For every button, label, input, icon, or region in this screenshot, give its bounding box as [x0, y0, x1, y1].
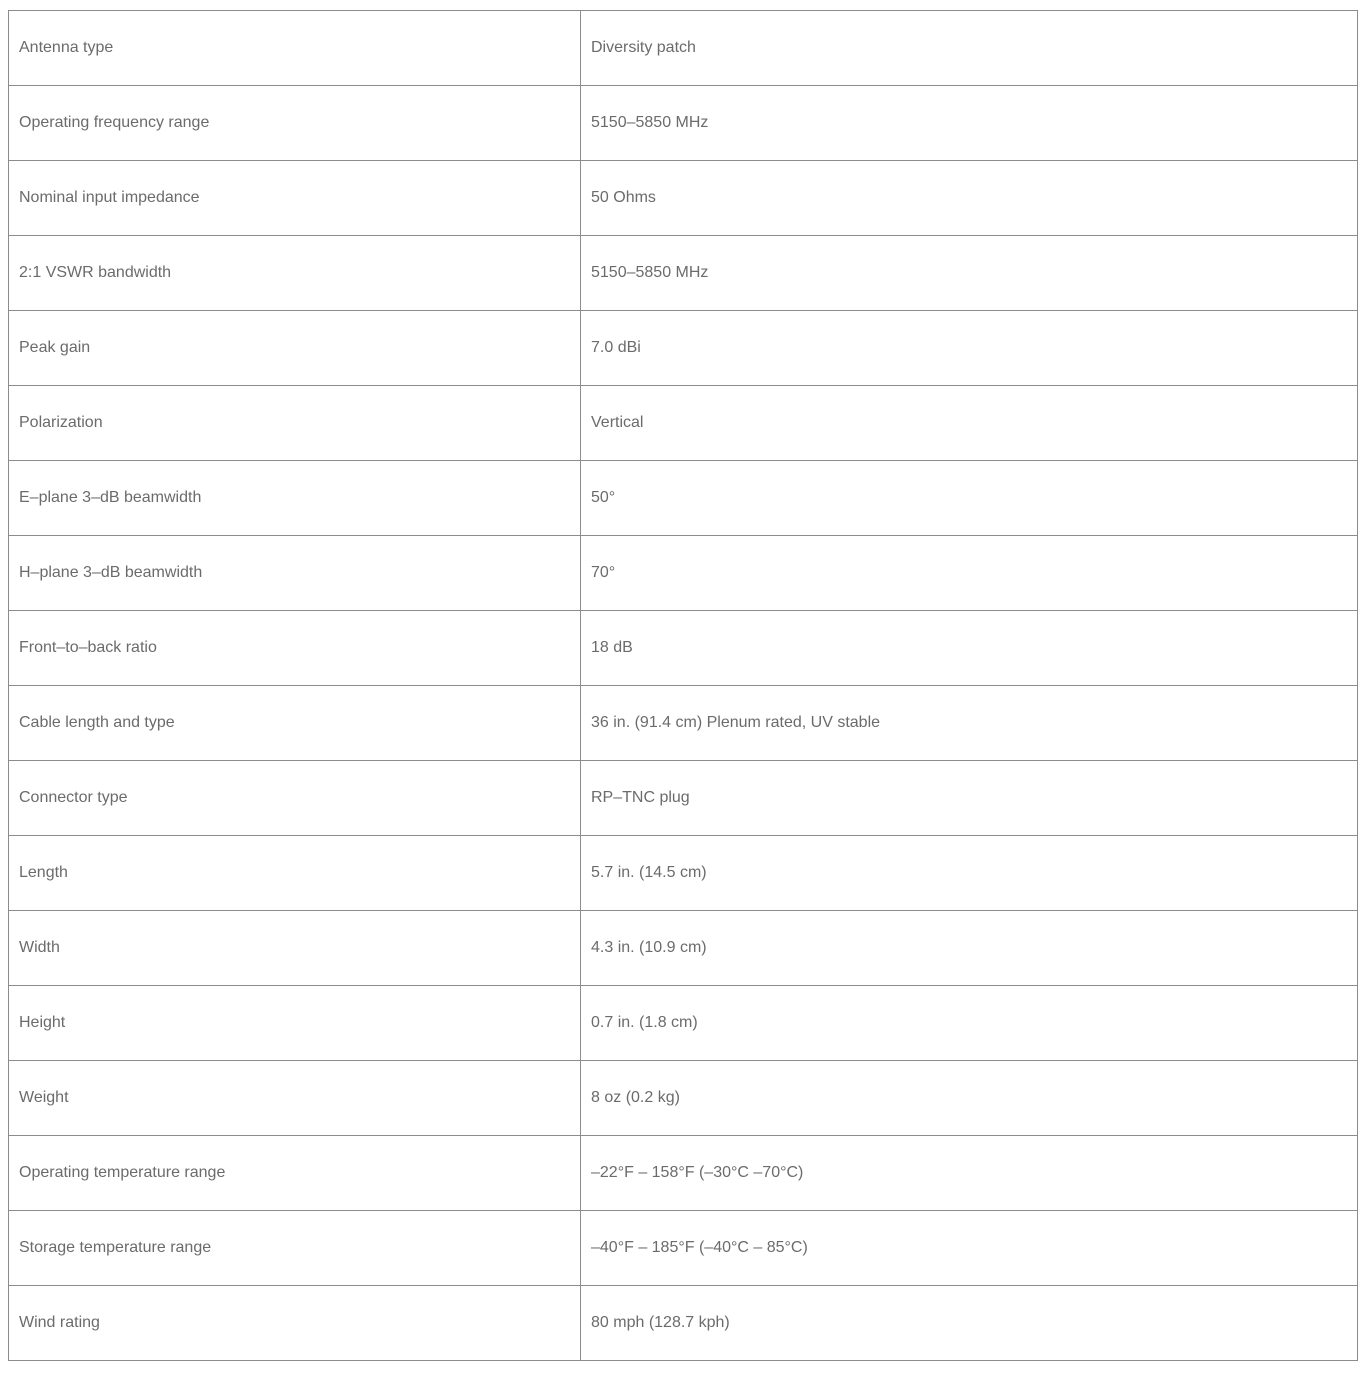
- spec-value: RP–TNC plug: [581, 761, 1358, 836]
- spec-label: Height: [9, 986, 581, 1061]
- table-row: [9, 1061, 1358, 1136]
- spec-label: Width: [9, 911, 581, 986]
- spec-label: Connector type: [9, 761, 581, 836]
- spec-value: 5150–5850 MHz: [581, 86, 1358, 161]
- spec-value: 8 oz (0.2 kg): [581, 1061, 1358, 1136]
- spec-value: 50°: [581, 461, 1358, 536]
- spec-value: 80 mph (128.7 kph): [581, 1286, 1358, 1361]
- table-row: [9, 236, 1358, 311]
- table-row: [9, 1136, 1358, 1211]
- spec-label: Peak gain: [9, 311, 581, 386]
- spec-value: 4.3 in. (10.9 cm): [581, 911, 1358, 986]
- table-row: [9, 911, 1358, 986]
- table-row: [9, 686, 1358, 761]
- spec-label: Operating temperature range: [9, 1136, 581, 1211]
- spec-label: Polarization: [9, 386, 581, 461]
- table-row: [9, 761, 1358, 836]
- table-row: [9, 461, 1358, 536]
- spec-value: 50 Ohms: [581, 161, 1358, 236]
- spec-label: H–plane 3–dB beamwidth: [9, 536, 581, 611]
- spec-value: –40°F – 185°F (–40°C – 85°C): [581, 1211, 1358, 1286]
- table-row: [9, 386, 1358, 461]
- spec-value: Diversity patch: [581, 11, 1358, 86]
- table-row: [9, 11, 1358, 86]
- spec-label: Length: [9, 836, 581, 911]
- spec-label: Front–to–back ratio: [9, 611, 581, 686]
- spec-label: 2:1 VSWR bandwidth: [9, 236, 581, 311]
- table-row: [9, 161, 1358, 236]
- spec-label: Weight: [9, 1061, 581, 1136]
- spec-label: Wind rating: [9, 1286, 581, 1361]
- table-row: [9, 611, 1358, 686]
- spec-label: Operating frequency range: [9, 86, 581, 161]
- table-row: [9, 86, 1358, 161]
- spec-value: 70°: [581, 536, 1358, 611]
- spec-label: E–plane 3–dB beamwidth: [9, 461, 581, 536]
- spec-label: Antenna type: [9, 11, 581, 86]
- table-row: [9, 986, 1358, 1061]
- spec-table: [8, 10, 1358, 1361]
- spec-value: 18 dB: [581, 611, 1358, 686]
- table-row: [9, 536, 1358, 611]
- spec-label: Nominal input impedance: [9, 161, 581, 236]
- spec-value: –22°F – 158°F (–30°C –70°C): [581, 1136, 1358, 1211]
- spec-value: 5150–5850 MHz: [581, 236, 1358, 311]
- spec-label: Cable length and type: [9, 686, 581, 761]
- table-row: [9, 836, 1358, 911]
- spec-value: Vertical: [581, 386, 1358, 461]
- table-row: [9, 1211, 1358, 1286]
- table-row: [9, 1286, 1358, 1361]
- table-row: [9, 311, 1358, 386]
- spec-value: 5.7 in. (14.5 cm): [581, 836, 1358, 911]
- spec-value: 0.7 in. (1.8 cm): [581, 986, 1358, 1061]
- spec-label: Storage temperature range: [9, 1211, 581, 1286]
- spec-table-body: [9, 11, 1358, 1361]
- spec-value: 36 in. (91.4 cm) Plenum rated, UV stable: [581, 686, 1358, 761]
- spec-value: 7.0 dBi: [581, 311, 1358, 386]
